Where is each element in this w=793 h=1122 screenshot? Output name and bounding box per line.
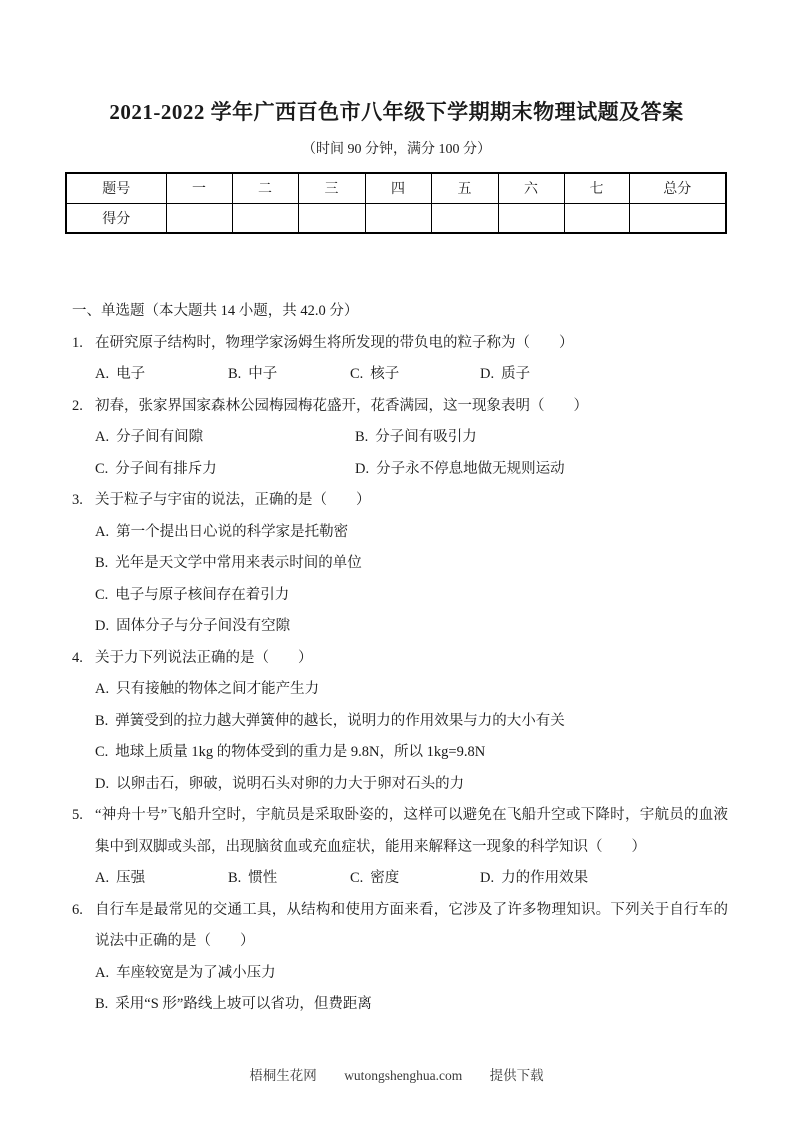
score-table-cell-label: 题号 <box>66 173 166 203</box>
question-3-option-a: A. 第一个提出日心说的科学家是托勒密 <box>95 523 349 540</box>
question-2-number: 2. <box>72 397 83 414</box>
question-3-option-c: C. 电子与原子核间存在着引力 <box>95 586 290 603</box>
score-cell-empty <box>166 203 232 233</box>
question-1 <box>72 328 728 391</box>
score-cell-empty <box>564 203 629 233</box>
question-3-options <box>95 517 728 643</box>
question-2-options <box>95 422 728 485</box>
question-4-option-d: D. 以卵击石，卵破，说明石头对卵的力大于卵对石头的力 <box>95 775 465 792</box>
question-1-option-b: B. 中子 <box>228 366 278 382</box>
score-table-cell-col3: 三 <box>298 173 365 203</box>
score-table-cell-col6: 六 <box>498 173 564 203</box>
question-5-option-a: A. 压强 <box>95 870 146 886</box>
question-3-text: 关于粒子与宇宙的说法，正确的是（ ） <box>95 492 371 508</box>
question-3-number: 3. <box>72 492 83 508</box>
question-3 <box>72 485 728 643</box>
question-1-number: 1. <box>72 334 83 351</box>
score-cell-empty <box>365 203 431 233</box>
question-4-option-b: B. 弹簧受到的拉力越大弹簧伸的越长，说明力的作用效果与力的大小有关 <box>95 712 565 729</box>
question-6-number: 6. <box>72 901 83 918</box>
score-cell-empty <box>431 203 498 233</box>
score-cell-empty <box>232 203 298 233</box>
score-table <box>65 172 727 234</box>
exam-body <box>72 296 728 1021</box>
score-table-cell-col4: 四 <box>365 173 431 203</box>
question-5-number: 5. <box>72 807 83 823</box>
page-title: 2021-2022 学年广西百色市八年级下学期期末物理试题及答案 <box>109 100 684 124</box>
question-1-text: 在研究原子结构时，物理学家汤姆生将所发现的带负电的粒子称为（ ） <box>95 334 574 351</box>
question-4-text: 关于力下列说法正确的是（ ） <box>95 649 313 666</box>
question-1-options <box>95 359 728 391</box>
score-table-cell-col5: 五 <box>431 173 498 203</box>
question-3-option-b: B. 光年是天文学中常用来表示时间的单位 <box>95 555 362 571</box>
question-2-option-c: C. 分子间有排斥力 <box>95 460 217 477</box>
score-cell-empty <box>298 203 365 233</box>
score-cell-empty <box>629 203 726 233</box>
exam-time-score-info: （时间 90 分钟，满分 100 分） <box>302 142 491 157</box>
question-5-text: “神舟十号”飞船升空时，宇航员是采取卧姿的，这样可以避免在飞船升空或下降时，宇航员的血液集中到双脚或头部，出现脑贫血或充血症状，能用来解释这一现象的科学知识（ ） <box>95 807 728 855</box>
score-table-cell-col2: 二 <box>232 173 298 203</box>
question-4-option-a: A. 只有接触的物体之间才能产生力 <box>95 681 320 697</box>
question-6 <box>72 895 728 1021</box>
footer-download-note: 提供下载 <box>489 1068 544 1083</box>
question-1-option-d: D. 质子 <box>480 366 531 382</box>
question-4-number: 4. <box>72 649 83 666</box>
question-2-option-d: D. 分子永不停息地做无规则运动 <box>355 460 565 477</box>
question-6-option-a: A. 车座较宽是为了减小压力 <box>95 964 276 981</box>
question-5-options <box>95 863 728 895</box>
footer-site-name: 梧桐生花网 <box>249 1068 317 1083</box>
question-6-options <box>95 958 728 1021</box>
question-2-option-a: A. 分子间有间隙 <box>95 429 204 445</box>
question-3-option-d: D. 固体分子与分子间没有空隙 <box>95 618 291 634</box>
section-heading: 一、单选题（本大题共 14 小题，共 42.0 分） <box>72 303 359 319</box>
question-5-option-c: C. 密度 <box>350 870 400 886</box>
question-6-text: 自行车是最常见的交通工具，从结构和使用方面来看，它涉及了许多物理知识。下列关于自行车的说法中正确的是（ ） <box>95 901 728 949</box>
footer-site-url: wutongshenghua.com <box>344 1068 463 1083</box>
question-1-option-c: C. 核子 <box>350 366 400 382</box>
question-4 <box>72 643 728 801</box>
score-table-cell-total: 总分 <box>629 173 726 203</box>
score-row-label: 得分 <box>66 203 166 233</box>
question-2-option-b: B. 分子间有吸引力 <box>355 429 477 445</box>
score-table-score-row <box>66 203 726 233</box>
question-5 <box>72 800 728 895</box>
question-4-options <box>95 674 728 800</box>
question-2 <box>72 391 728 486</box>
question-2-text: 初春，张家界国家森林公园梅园梅花盛开，花香满园，这一现象表明（ ） <box>95 397 588 414</box>
question-1-option-a: A. 电子 <box>95 366 146 382</box>
score-table-header-row <box>66 173 726 203</box>
score-table-cell-col1: 一 <box>166 173 232 203</box>
page-footer <box>0 1064 793 1088</box>
score-cell-empty <box>498 203 564 233</box>
question-5-option-b: B. 惯性 <box>228 870 278 886</box>
question-5-option-d: D. 力的作用效果 <box>480 870 589 886</box>
question-6-option-b: B. 采用“S 形”路线上坡可以省功，但费距离 <box>95 996 372 1012</box>
question-4-option-c: C. 地球上质量 1kg 的物体受到的重力是 9.8N，所以 1kg=9.8N <box>95 744 486 760</box>
score-table-cell-col7: 七 <box>564 173 629 203</box>
